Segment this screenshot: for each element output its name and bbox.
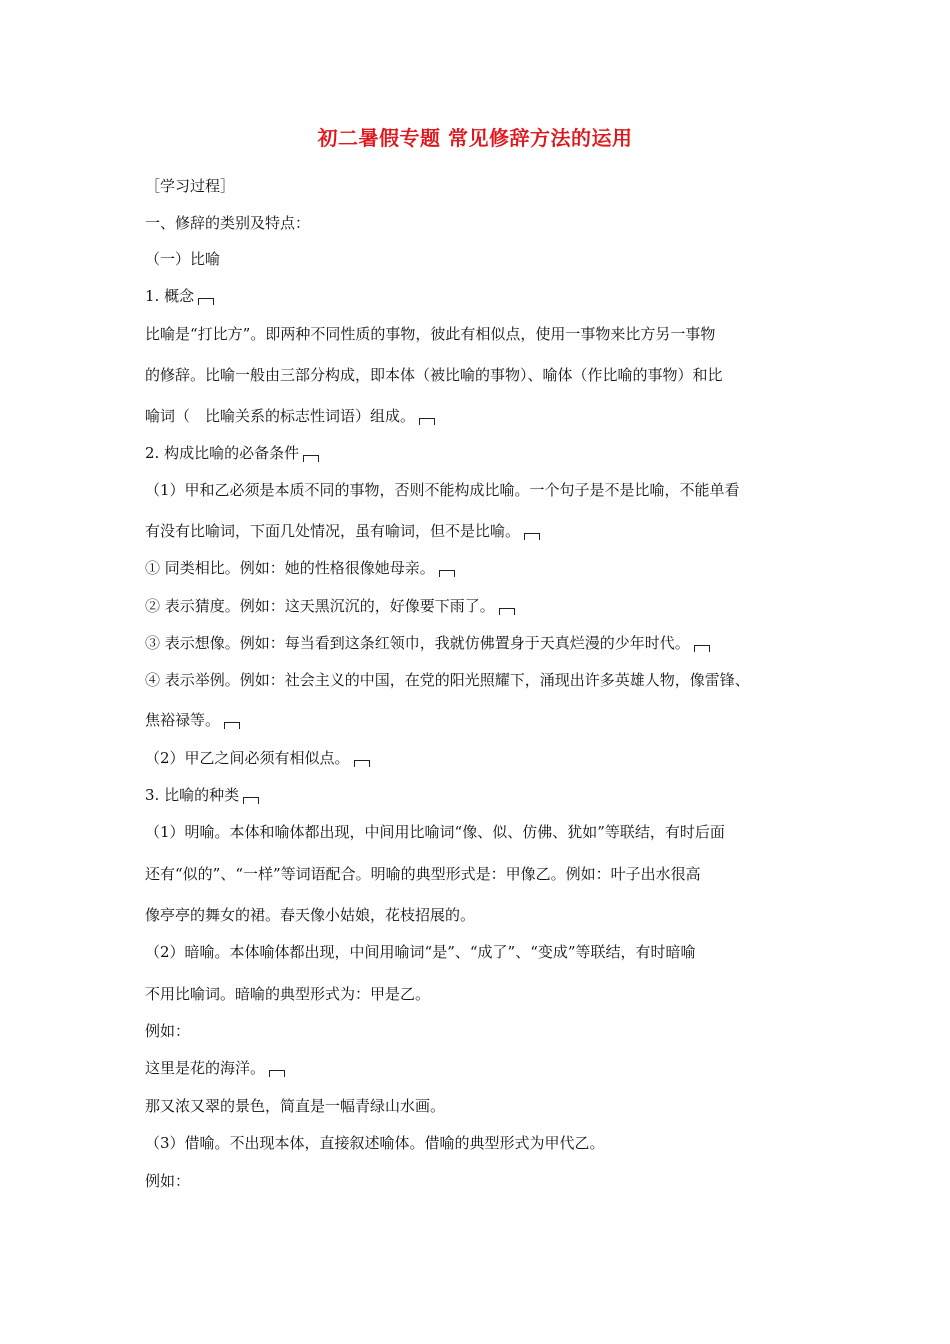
paragraph-mark-icon <box>439 570 455 577</box>
text-line-content: 还有“似的”、“一样”等词语配合。明喻的典型形式是：甲像乙。例如：叶子出水很高 <box>145 865 701 883</box>
paragraph-mark-icon <box>198 298 214 305</box>
text-line-content: 这里是花的海洋。 <box>145 1059 266 1077</box>
text-line <box>145 406 435 426</box>
text-line <box>145 1096 445 1116</box>
paragraph-mark-icon <box>419 418 435 425</box>
text-line-content: 不用比喻词。暗喻的典型形式为：甲是乙。 <box>145 985 431 1003</box>
text-line <box>145 670 750 690</box>
text-line <box>145 558 455 578</box>
text-line <box>145 905 475 925</box>
page-title: 初二暑假专题 常见修辞方法的运用 <box>317 126 633 150</box>
text-line <box>145 176 235 196</box>
text-line-content: 焦裕禄等。 <box>145 711 221 729</box>
paragraph-mark-icon <box>269 1070 285 1077</box>
text-line-content: ① 同类相比。例如：她的性格很像她母亲。 <box>145 559 435 577</box>
text-line <box>145 633 710 653</box>
text-line <box>145 213 310 233</box>
paragraph-mark-icon <box>224 722 240 729</box>
paragraph-mark-icon <box>303 455 319 462</box>
text-line <box>145 984 430 1004</box>
text-line <box>145 286 214 306</box>
text-line-content: （2）甲乙之间必须有相似点。 <box>145 749 350 767</box>
text-line <box>145 1058 285 1078</box>
paragraph-mark-icon <box>524 533 540 540</box>
text-line-content: ④ 表示举例。例如：社会主义的中国，在党的阳光照耀下，涌现出许多英雄人物，像雷锋、 <box>145 671 750 689</box>
text-line <box>145 710 240 730</box>
text-line-content: ② 表示猜度。例如：这天黑沉沉的，好像要下雨了。 <box>145 597 495 615</box>
paragraph-mark-icon <box>694 645 710 652</box>
paragraph-mark-icon <box>243 797 259 804</box>
text-line-content: 2. 构成比喻的必备条件 <box>145 444 300 462</box>
text-line-content: 3. 比喻的种类 <box>145 786 240 804</box>
text-line-content: （1）明喻。本体和喻体都出现，中间用比喻词“像、似、仿佛、犹如”等联结，有时后面 <box>145 823 725 841</box>
text-line-content: （3）借喻。不出现本体，直接叙述喻体。借喻的典型形式为甲代乙。 <box>145 1134 605 1152</box>
text-line-content: （1）甲和乙必须是本质不同的事物，否则不能构成比喻。一个句子是不是比喻，不能单看 <box>145 481 740 499</box>
text-line <box>145 785 259 805</box>
text-line-content: ③ 表示想像。例如：每当看到这条红领巾，我就仿佛置身于天真烂漫的少年时代。 <box>145 634 690 652</box>
text-line-content: 喻词（ 比喻关系的标志性词语）组成。 <box>145 407 416 425</box>
text-line <box>145 443 319 463</box>
text-line <box>145 1171 190 1191</box>
text-line-content: 例如： <box>145 1022 191 1040</box>
text-line-content: 1. 概念 <box>145 287 195 305</box>
text-line-content: 的修辞。比喻一般由三部分构成，即本体（被比喻的事物）、喻体（作比喻的事物）和比 <box>145 366 723 384</box>
text-line-content: 比喻是“打比方”。即两种不同性质的事物，彼此有相似点，使用一事物来比方另一事物 <box>145 325 716 343</box>
text-line <box>145 249 220 269</box>
text-line-content: （一）比喻 <box>145 250 221 268</box>
text-line <box>145 1021 190 1041</box>
text-line <box>145 596 515 616</box>
text-line <box>145 324 715 344</box>
text-line <box>145 748 370 768</box>
text-line <box>145 942 696 962</box>
text-line <box>145 480 740 500</box>
text-line <box>145 1133 605 1153</box>
text-line-content: ［学习过程］ <box>145 177 236 195</box>
paragraph-mark-icon <box>354 760 370 767</box>
text-line <box>145 864 701 884</box>
text-line-content: 有没有比喻词，下面几处情况，虽有喻词，但不是比喻。 <box>145 522 521 540</box>
text-line <box>145 822 725 842</box>
text-line <box>145 365 723 385</box>
text-line-content: 那又浓又翠的景色，简直是一幅青绿山水画。 <box>145 1097 446 1115</box>
text-line-content: 例如： <box>145 1172 191 1190</box>
text-line <box>145 521 540 541</box>
text-line-content: 一、修辞的类别及特点： <box>145 214 311 232</box>
text-line-content: （2）暗喻。本体喻体都出现，中间用喻词“是”、“成了”、“变成”等联结，有时暗喻 <box>145 943 696 961</box>
text-line-content: 像亭亭的舞女的裙。春天像小姑娘，花枝招展的。 <box>145 906 476 924</box>
paragraph-mark-icon <box>499 608 515 615</box>
